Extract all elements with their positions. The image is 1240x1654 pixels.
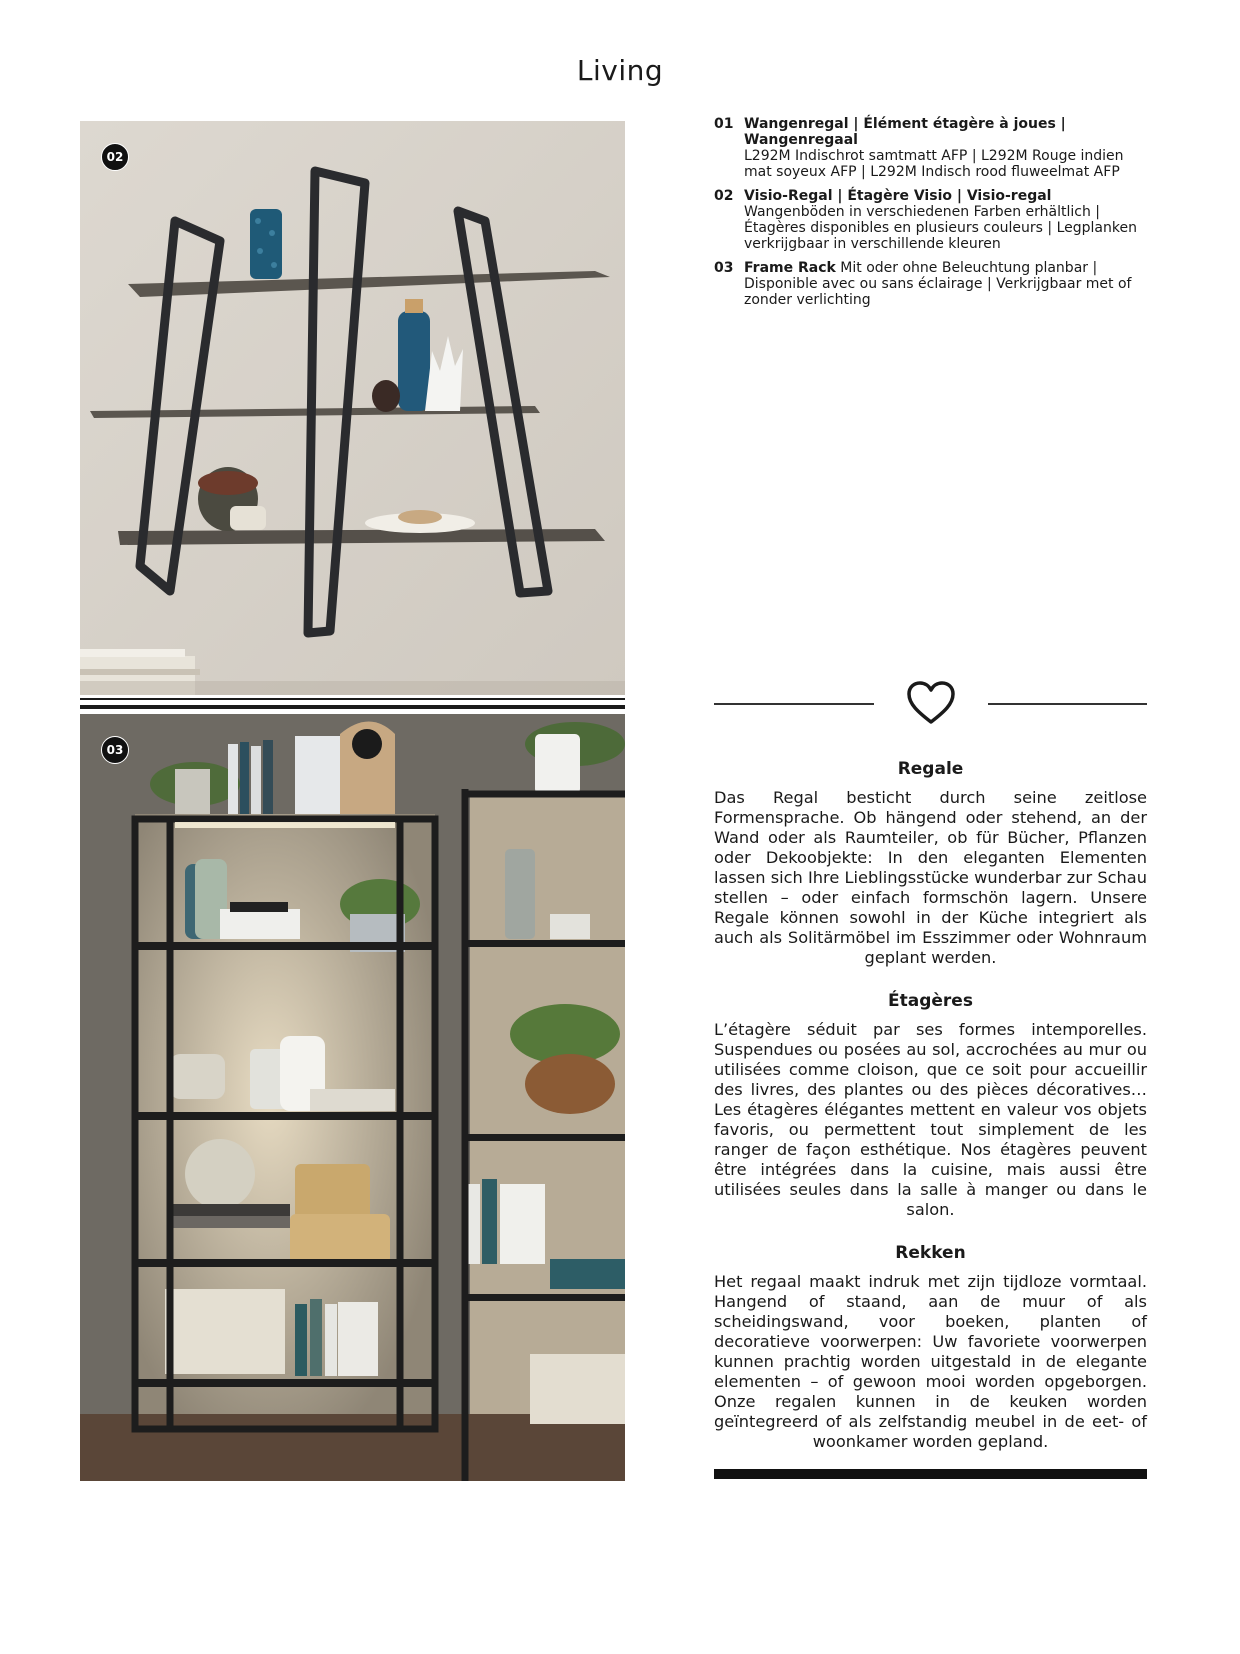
divider-line-right: [988, 703, 1147, 705]
bottom-bar: [714, 1469, 1147, 1479]
photo-divider: [80, 698, 625, 700]
section-etageres: [714, 991, 1147, 1220]
section-title: Rekken: [895, 1243, 966, 1263]
page-title: Living: [576, 54, 664, 87]
legend-item: [714, 116, 1154, 180]
photo-divider: [80, 705, 625, 709]
section-text: Het regaal maakt indruk met zijn tijdloze vormtaal. Hangend of staand, aan de muur of als scheidingswand, voor boeken, planten of decoratieve voorwerpen: Uw favoriete voorwerpen kunnen prachtig worden uitgestald in de elegante elementen – of gewoon mooi worden opgeborgen. Onze regalen kunnen in de keuken worden geïntegreerd of als zelfstandig meubel in de eet- of woonkamer worden gepland.: [714, 1272, 1147, 1451]
legend-item: [714, 188, 1154, 252]
photo-badge: 02: [101, 143, 129, 171]
section-title: Regale: [897, 759, 964, 779]
legend-item: [714, 260, 1154, 308]
section-regale: [714, 759, 1147, 968]
section-rekken: [714, 1243, 1147, 1452]
legend-number: 01: [714, 116, 734, 132]
legend-name: Frame Rack: [744, 260, 836, 276]
photo-wall-shelf: [80, 121, 625, 695]
photo-frame-rack: [80, 714, 625, 1481]
heart-icon: [906, 680, 956, 726]
photo-badge: 03: [101, 736, 129, 764]
legend-description: L292M Indischrot samtmatt AFP | L292M Rouge indien mat soyeux AFP | L292M Indisch rood fluweelmat AFP: [744, 148, 1124, 180]
section-title: Étagères: [888, 991, 973, 1011]
product-legend: [714, 116, 1154, 316]
legend-name: Visio-Regal | Étagère Visio | Visio-regal: [744, 188, 1052, 204]
legend-description: Wangenböden in verschiedenen Farben erhältlich | Étagères disponibles en plusieurs couleurs | Legplanken verkrijgbaar in verschillende kleuren: [744, 204, 1137, 252]
section-text: Das Regal besticht durch seine zeitlose Formensprache. Ob hängend oder stehend, an der Wand oder als Raumteiler, ob für Bücher, Pflanzen oder Dekoobjekte: In den eleganten Elementen lassen sich Ihre Lieblingsstücke wunderbar zur Schau stellen – oder einfach formschön lagern. Unsere Regale können sowohl in der Küche integriert als auch als Solitärmöbel im Esszimmer oder Wohnraum geplant werden.: [714, 788, 1147, 967]
divider-line-left: [714, 703, 874, 705]
legend-number: 02: [714, 188, 734, 204]
legend-number: 03: [714, 260, 734, 276]
legend-description: Mit oder ohne Beleuchtung planbar | Disponible avec ou sans éclairage | Verkrijgbaar met of zonder verlichting: [744, 260, 1132, 308]
section-text: L’étagère séduit par ses formes intemporelles. Suspendues ou posées au sol, accrochées au mur ou utilisées comme cloison, que ce soit pour accueillir des livres, des plantes ou des pièces décoratives… Les étagères élégantes mettent en valeur vos objets favoris, ou permettent tout simplement de les ranger de façon esthétique. Nos étagères peuvent être intégrées dans la cuisine, mais aussi être utilisées seules dans la salle à manger ou dans le salon.: [714, 1020, 1147, 1219]
legend-name: Wangenregal | Élément étagère à joues | Wangenregaal: [744, 116, 1066, 148]
